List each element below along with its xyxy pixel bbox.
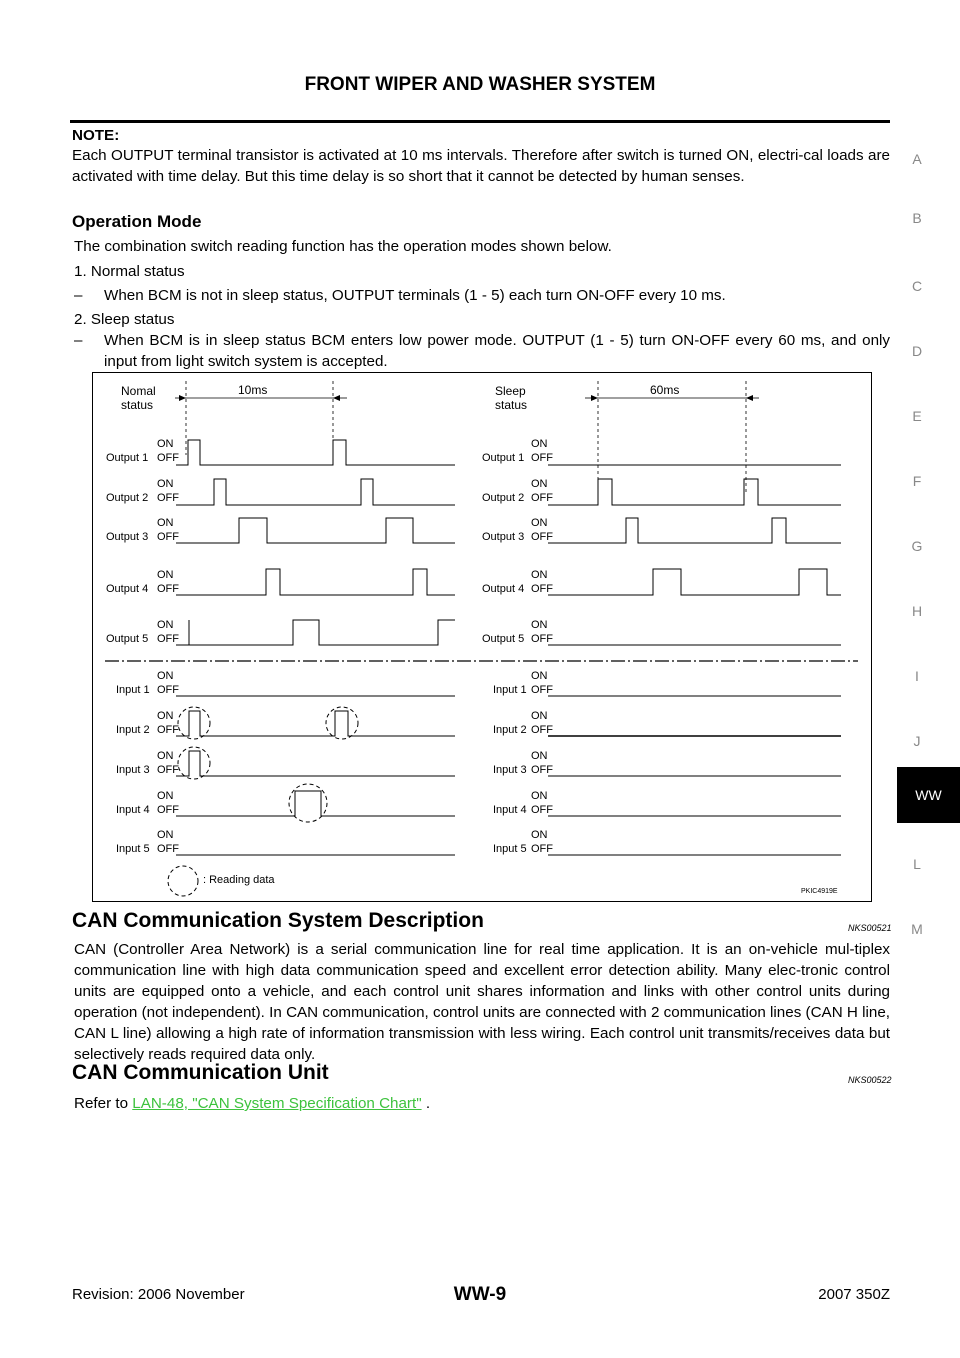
nav-letter-j[interactable]: J	[913, 733, 921, 749]
note-text: Each OUTPUT terminal transistor is activated at 10 ms intervals. Therefore after switch is turned ON, electri-cal loads are activated with time delay. But this time delay is so short that it cannot be detected by human senses.	[72, 147, 890, 185]
on-label: ON	[531, 790, 548, 802]
operation-mode-intro: The combination switch reading function has the operation modes shown below.	[74, 238, 612, 255]
nav-letter-i[interactable]: I	[915, 668, 919, 684]
on-label: ON	[157, 750, 174, 762]
nav-letter-l[interactable]: L	[913, 856, 921, 872]
output-4-label: Output 4	[482, 583, 525, 595]
operation-item-2-detail: When BCM is in sleep status BCM enters low power mode. OUTPUT (1 - 5) turn ON-OFF every 60 ms, and only input from light switch system is accepted.	[104, 332, 890, 370]
nav-letter-a[interactable]: A	[912, 151, 922, 167]
page-title: FRONT WIPER AND WASHER SYSTEM	[304, 74, 656, 95]
reading-circle	[178, 707, 210, 739]
input-4-label: Input 4	[116, 804, 150, 816]
normal-interval-label: 10ms	[238, 383, 268, 397]
sleep-interval-label: 60ms	[650, 383, 680, 397]
can-unit-reference	[74, 1093, 430, 1114]
section-code: NKS00521	[848, 923, 892, 933]
off-label: OFF	[531, 633, 553, 645]
can-unit-heading: CAN Communication Unit	[72, 1061, 329, 1084]
on-label: ON	[531, 829, 548, 841]
on-label: ON	[531, 569, 548, 581]
nav-letter-c[interactable]: C	[911, 278, 923, 294]
can-description-heading: CAN Communication System Description	[72, 909, 484, 932]
model-label: 2007 350Z	[818, 1286, 890, 1303]
page-number: WW-9	[453, 1284, 507, 1305]
nav-letter-b[interactable]: B	[912, 210, 922, 226]
input-1-label: Input 1	[493, 684, 527, 696]
output-3-label: Output 3	[482, 531, 525, 543]
off-label: OFF	[531, 583, 553, 595]
figure-code: PKIC4919E	[801, 888, 838, 895]
off-label: OFF	[531, 764, 553, 776]
nav-letter-h[interactable]: H	[911, 603, 923, 619]
on-label: ON	[531, 710, 548, 722]
operation-item-2: 2. Sleep status	[74, 311, 175, 328]
waveform-output-3-sleep	[548, 518, 841, 543]
output-5-label: Output 5	[482, 633, 525, 645]
on-label: ON	[157, 569, 174, 581]
refer-suffix: .	[425, 1095, 431, 1112]
off-label: OFF	[157, 764, 179, 776]
off-label: OFF	[157, 684, 179, 696]
on-label: ON	[531, 478, 548, 490]
legend-circle	[168, 866, 198, 896]
dash-bullet: –	[74, 332, 83, 349]
on-label: ON	[531, 670, 548, 682]
input-4-label: Input 4	[493, 804, 527, 816]
on-label: ON	[531, 438, 548, 450]
output-4-label: Output 4	[106, 583, 149, 595]
waveform-output-5-normal	[176, 620, 455, 645]
on-label: ON	[157, 829, 174, 841]
legend-label: : Reading data	[203, 874, 275, 886]
reading-circle	[178, 747, 210, 779]
waveform-output-3-normal	[176, 518, 455, 543]
revision-label: Revision: 2006 November	[72, 1286, 245, 1303]
input-3-label: Input 3	[116, 764, 150, 776]
waveform-output-4-normal	[176, 569, 455, 595]
waveform-output-2-sleep	[548, 479, 841, 505]
on-label: ON	[157, 438, 174, 450]
off-label: OFF	[157, 452, 179, 464]
off-label: OFF	[531, 684, 553, 696]
off-label: OFF	[157, 724, 179, 736]
off-label: OFF	[157, 531, 179, 543]
input-5-label: Input 5	[116, 843, 150, 855]
on-label: ON	[531, 517, 548, 529]
off-label: OFF	[157, 633, 179, 645]
output-2-label: Output 2	[106, 492, 149, 504]
sleep-status-label: Sleep status	[495, 384, 528, 412]
waveform-input-2-normal	[176, 711, 455, 736]
output-3-label: Output 3	[106, 531, 149, 543]
refer-text: Refer to	[74, 1095, 129, 1112]
output-1-label: Output 1	[106, 452, 149, 464]
off-label: OFF	[531, 804, 553, 816]
output-5-label: Output 5	[106, 633, 149, 645]
on-label: ON	[157, 670, 174, 682]
note-label: NOTE:	[72, 127, 120, 144]
on-label: ON	[157, 710, 174, 722]
operation-mode-heading: Operation Mode	[72, 212, 202, 231]
on-label: ON	[157, 619, 174, 631]
on-label: ON	[157, 478, 174, 490]
nav-letter-g[interactable]: G	[911, 538, 923, 554]
operation-item-1: 1. Normal status	[74, 263, 185, 280]
off-label: OFF	[157, 843, 179, 855]
input-3-label: Input 3	[493, 764, 527, 776]
section-code: NKS00522	[848, 1075, 892, 1085]
waveform-output-1-normal	[176, 440, 455, 465]
spec-chart-link[interactable]: LAN-48, "CAN System Specification Chart"	[132, 1095, 422, 1112]
input-2-label: Input 2	[493, 724, 527, 736]
off-label: OFF	[531, 452, 553, 464]
nav-letter-m[interactable]: M	[911, 921, 923, 937]
nav-letter-f[interactable]: F	[912, 473, 922, 489]
nav-letter-d[interactable]: D	[911, 343, 923, 359]
off-label: OFF	[157, 583, 179, 595]
reading-circle	[326, 707, 358, 739]
waveform-input-4-normal	[176, 791, 455, 816]
nav-letter-e[interactable]: E	[912, 408, 922, 424]
off-label: OFF	[157, 492, 179, 504]
waveform-output-4-sleep	[548, 569, 841, 595]
input-5-label: Input 5	[493, 843, 527, 855]
off-label: OFF	[531, 531, 553, 543]
off-label: OFF	[531, 843, 553, 855]
output-1-label: Output 1	[482, 452, 525, 464]
operation-item-1-detail: When BCM is not in sleep status, OUTPUT terminals (1 - 5) each turn ON-OFF every 10 ms.	[104, 287, 726, 304]
dash-bullet: –	[74, 287, 83, 304]
on-label: ON	[531, 750, 548, 762]
timing-diagram	[92, 372, 872, 902]
can-description-text: CAN (Controller Area Network) is a serial communication line for real time application. It is an on-vehicle mul-tiplex communication line with high data communication speed and excellent error detection ability. Many elec-tronic control units are equipped onto a vehicle, and each control unit shares information and links with other control units during operation (not independent). In CAN communication, control units are connected with 2 communication lines (CAN H line, CAN L line) allowing a high rate of information transmission with less wiring. Each control unit transmits/receives data but selectively reads required data only.	[74, 941, 890, 1063]
off-label: OFF	[531, 492, 553, 504]
current-section-tab[interactable]: WW	[897, 767, 960, 823]
off-label: OFF	[157, 804, 179, 816]
input-1-label: Input 1	[116, 684, 150, 696]
on-label: ON	[157, 790, 174, 802]
off-label: OFF	[531, 724, 553, 736]
on-label: ON	[531, 619, 548, 631]
input-2-label: Input 2	[116, 724, 150, 736]
output-2-label: Output 2	[482, 492, 525, 504]
normal-status-label: Nomal status	[121, 384, 156, 412]
header-rule	[70, 120, 890, 123]
waveform-output-2-normal	[176, 479, 455, 505]
waveform-input-3-normal	[176, 751, 455, 776]
on-label: ON	[157, 517, 174, 529]
